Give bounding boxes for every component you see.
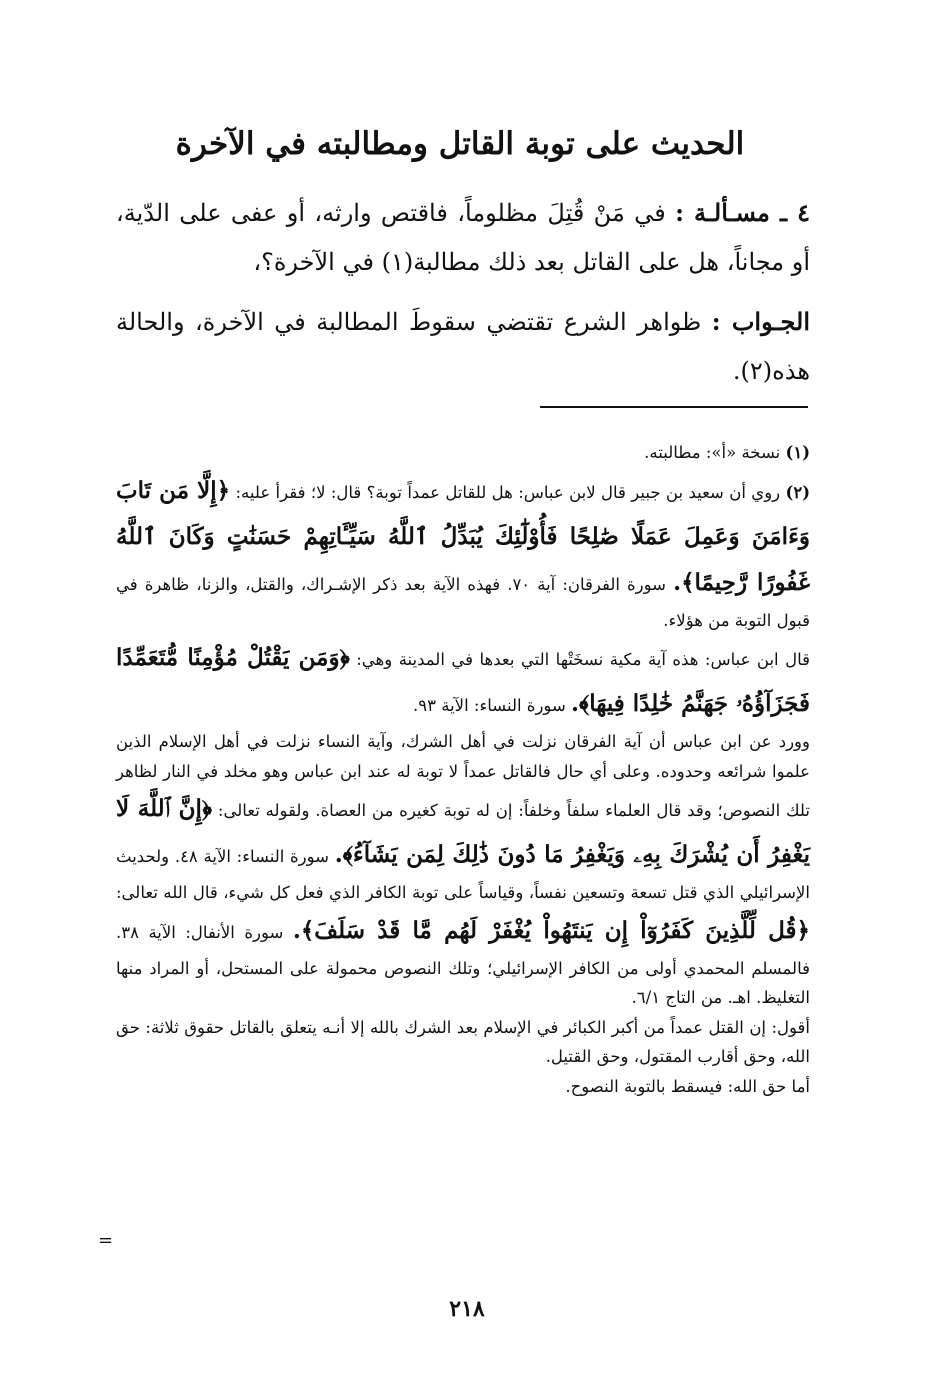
quran-verse-furqan: ﴿إِلَّا مَن تَابَ وَءَامَنَ وَعَمِلَ عَمَلًا صَٰلِحًا فَأُوْلَٰٓئِكَ يُبَدِّلُ ٱللَّهُ سَيِّـَٔاتِهِمْ حَسَنَٰتٍ وَكَانَ ٱللَّهُ غَفُورًا رَّحِيمًا﴾. xyxy=(116,476,810,596)
quran-verse-nisa-93: ﴿وَمَن يَقْتُلْ مُؤْمِنًا مُّتَعَمِّدًا فَجَزَآؤُهُۥ جَهَنَّمُ خَٰلِدًا فِيهَا﴾. xyxy=(116,644,810,717)
reference-nisa-93: سورة النساء: الآية ٩٣. xyxy=(413,696,566,715)
section-title: الحديث على توبة القاتل ومطالبته في الآخرة xyxy=(175,126,745,162)
footnote-2-intro: روي أن سعيد بن جبير قال لابن عباس: هل للقاتل عمداً توبة؟ قال: لا؛ فقرأ عليه: xyxy=(235,482,781,502)
question-text: في مَنْ قُتِلَ مظلوماً، فاقتص وارثه، أو عفى على الدّية، أو مجاناً، هل على القاتل بعد ذلك مطالبة(١) في الآخرة؟، xyxy=(116,199,810,276)
footnotes xyxy=(116,438,810,1101)
question-paragraph xyxy=(116,188,810,287)
discussion-text: وورد عن ابن عباس أن آية الفرقان نزلت في أهل الشرك، وآية النساء نزلت في أهل الإسلام الذين علموا شرائعه وحدوده. وعلى أي حال فالقاتل عمداً لا توبة له عند ابن عباس وهو مخلد في النار لظاهر تلك النصوص؛ وقد قال العلماء سلفاً وخلفاً: إن له توبة كغيره من العصاة. ولقوله تعالى: xyxy=(116,732,810,820)
footnote-1 xyxy=(116,438,810,468)
footnote-2-conclusion xyxy=(116,1072,810,1102)
reference-anfal: سورة الأنفال: الآية ٣٨. فالمسلم المحمدي أولى من الكافر الإسرائيلي؛ وتلك النصوص محمولة على المستحل، أو المراد منها التغليظ. اهـ. من التاج ٦/١. xyxy=(116,922,810,1007)
reference-nisa-48: سورة النساء: الآية ٤٨. ولحديث الإسرائيلي الذي قتل تسعة وتسعين نفساً، وقياساً على توبة الكافر الذي فعل كل شيء، قال الله تعالى: xyxy=(116,847,810,902)
footnote-1-number: (١) xyxy=(785,443,810,462)
page-number: ٢١٨ xyxy=(449,1296,485,1322)
quran-verse-anfal: ﴿قُل لِّلَّذِينَ كَفَرُوٓاْ إِن يَنتَهُواْ يُغْفَرْ لَهُم مَّا قَدْ سَلَفَ﴾. xyxy=(292,916,810,944)
main-text xyxy=(116,188,810,396)
answer-paragraph xyxy=(116,297,810,396)
continuation-mark: = xyxy=(98,1230,114,1251)
reference-furqan: سورة الفرقان: آية ٧٠. فهذه الآية بعد ذكر الإشـراك، والقتل، والزنا، ظاهرة في قبول التوبة من هؤلاء. xyxy=(116,574,810,630)
quran-verse-nisa-48: ﴿إِنَّ ٱللَّهَ لَا يَغْفِرُ أَن يُشْرَكَ بِهِۦ وَيَغْفِرُ مَا دُونَ ذَٰلِكَ لِمَن يَشَآءُ﴾. xyxy=(116,795,810,868)
footnote-1-text: نسخة «أ»: مطالبته. xyxy=(644,443,781,462)
footnote-2-number: (٢) xyxy=(785,482,811,502)
question-label: ٤ ـ مسـألـة : xyxy=(675,198,810,227)
author-comment-text: أقول: إن القتل عمداً من أكبر الكبائر في الإسلام بعد الشرك بالله إلا أنـه يتعلق بالقاتل حقوق ثلاثة: حق الله، وحق أقارب المقتول، وحق القتيل. xyxy=(116,1017,810,1066)
footnote-2-author-comment xyxy=(116,1013,810,1072)
footnote-2-discussion xyxy=(116,727,810,1013)
footnote-2 xyxy=(116,468,810,636)
footnote-2-abbas xyxy=(116,635,810,727)
conclusion-text: أما حق الله: فيسقط بالتوبة النصوح. xyxy=(565,1076,810,1096)
answer-text: ظواهر الشرع تقتضي سقوطَ المطالبة في الآخرة، والحالة هذه(٢). xyxy=(116,308,810,385)
footnote-separator xyxy=(540,406,808,408)
answer-label: الجـواب : xyxy=(711,307,810,336)
abbas-text: قال ابن عباس: هذه آية مكية نسخَتْها التي بعدها في المدينة وهي: xyxy=(356,650,810,669)
